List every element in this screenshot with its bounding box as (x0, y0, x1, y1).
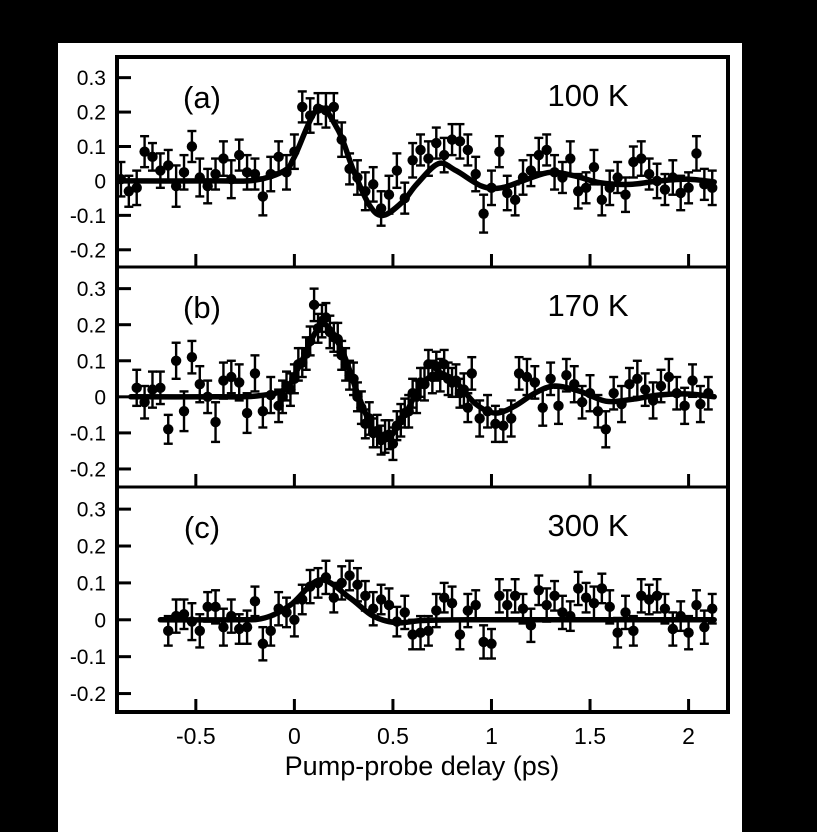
data-point (589, 162, 599, 172)
panel-label: (c) (183, 510, 221, 546)
data-point (668, 172, 678, 182)
data-point (329, 592, 339, 602)
data-point (695, 399, 705, 409)
data-point (652, 176, 662, 186)
data-point (132, 183, 142, 193)
data-point (463, 402, 473, 412)
data-point (376, 203, 386, 213)
data-point (266, 390, 276, 400)
data-point (648, 395, 658, 405)
data-point (597, 195, 607, 205)
data-point (242, 408, 252, 418)
data-point (407, 155, 417, 165)
data-point (478, 208, 488, 218)
data-point (486, 183, 496, 193)
data-point (163, 626, 173, 636)
data-point (526, 165, 536, 175)
data-point (210, 417, 220, 427)
data-point (344, 164, 354, 174)
data-point (218, 622, 228, 632)
data-point (530, 377, 540, 387)
y-tick-label: 0.2 (76, 535, 106, 559)
y-tick-label: -0.2 (69, 458, 106, 482)
data-point (250, 368, 260, 378)
data-point (565, 611, 575, 621)
data-point (683, 183, 693, 193)
data-point (266, 169, 276, 179)
y-tick-label: 0.2 (76, 314, 106, 338)
y-tick-label: -0.2 (69, 239, 106, 263)
data-point (597, 583, 607, 593)
data-point (541, 145, 551, 155)
data-point (474, 413, 484, 423)
data-point (545, 374, 555, 384)
y-tick-label: 0.3 (76, 278, 106, 302)
data-point (179, 609, 189, 619)
y-tick-label: 0.1 (76, 136, 106, 160)
data-point (534, 585, 544, 595)
data-point (510, 195, 520, 205)
data-point (608, 388, 618, 398)
data-point (605, 602, 615, 612)
data-point (400, 607, 410, 617)
data-point (502, 188, 512, 198)
data-point (250, 596, 260, 606)
data-point (707, 183, 717, 193)
y-tick-label: 0.1 (76, 350, 106, 374)
data-point (321, 572, 331, 582)
y-tick-label: -0.2 (69, 683, 106, 707)
data-point (305, 110, 315, 120)
y-tick-label: 0.1 (76, 572, 106, 596)
data-point (336, 578, 346, 588)
data-point (668, 624, 678, 634)
panel-label: (a) (183, 80, 221, 116)
x-tick-label: 2 (682, 723, 695, 749)
x-tick-label: 1 (485, 723, 498, 749)
data-point (506, 413, 516, 423)
x-tick-label: 0.5 (376, 723, 409, 749)
data-point (187, 352, 197, 362)
data-point (628, 626, 638, 636)
data-point (368, 604, 378, 614)
data-point (687, 375, 697, 385)
data-point (553, 401, 563, 411)
data-point (431, 605, 441, 615)
panel-label: (b) (183, 290, 221, 326)
data-point (289, 146, 299, 156)
data-point (455, 136, 465, 146)
y-tick-label: 0 (94, 609, 106, 633)
data-point (360, 186, 370, 196)
data-point (569, 379, 579, 389)
data-point (691, 148, 701, 158)
data-point (392, 165, 402, 175)
data-point (494, 591, 504, 601)
data-point (281, 607, 291, 617)
y-tick-label: -0.1 (69, 422, 106, 446)
data-point (431, 138, 441, 148)
data-point (210, 169, 220, 179)
y-tick-label: 0 (94, 386, 106, 410)
data-point (518, 172, 528, 182)
data-point (620, 190, 630, 200)
data-point (656, 381, 666, 391)
temperature-label: 300 K (547, 508, 629, 544)
data-point (132, 383, 142, 393)
data-point (171, 356, 181, 366)
data-point (289, 615, 299, 625)
data-point (494, 146, 504, 156)
data-point (400, 193, 410, 203)
data-point (344, 570, 354, 580)
data-point (195, 626, 205, 636)
data-point (155, 383, 165, 393)
data-point (242, 622, 252, 632)
data-point (415, 145, 425, 155)
data-point (471, 169, 481, 179)
data-point (210, 602, 220, 612)
data-point (486, 639, 496, 649)
data-point (297, 102, 307, 112)
data-point (707, 604, 717, 614)
data-point (258, 639, 268, 649)
data-point (577, 397, 587, 407)
data-point (679, 401, 689, 411)
y-tick-label: -0.1 (69, 646, 106, 670)
data-point (683, 627, 693, 637)
data-point (139, 397, 149, 407)
data-point (652, 591, 662, 601)
data-point (187, 616, 197, 626)
data-point (601, 424, 611, 434)
data-point (392, 616, 402, 626)
data-point (703, 388, 713, 398)
data-point (482, 406, 492, 416)
data-point (258, 191, 268, 201)
data-point (557, 172, 567, 182)
y-tick-label: 0.2 (76, 101, 106, 125)
data-point (187, 141, 197, 151)
data-point (384, 600, 394, 610)
data-point (384, 190, 394, 200)
data-point (640, 384, 650, 394)
data-point (455, 629, 465, 639)
data-point (336, 134, 346, 144)
data-point (463, 145, 473, 155)
data-point (471, 600, 481, 610)
data-point (660, 184, 670, 194)
data-point (226, 611, 236, 621)
data-point (672, 388, 682, 398)
data-point (179, 406, 189, 416)
data-point (541, 600, 551, 610)
data-point (510, 591, 520, 601)
data-point (329, 102, 339, 112)
y-tick-label: 0.3 (76, 67, 106, 91)
temperature-label: 100 K (547, 78, 629, 114)
data-point (179, 167, 189, 177)
data-point (163, 424, 173, 434)
temperature-label: 170 K (547, 288, 629, 324)
data-point (234, 377, 244, 387)
data-point (585, 388, 595, 398)
y-tick-label: 0 (94, 170, 106, 194)
data-point (218, 153, 228, 163)
data-point (447, 598, 457, 608)
y-tick-label: 0.3 (76, 498, 106, 522)
data-point (273, 152, 283, 162)
data-point (467, 368, 477, 378)
data-point (502, 600, 512, 610)
data-point (266, 626, 276, 636)
data-point (498, 420, 508, 430)
data-point (605, 183, 615, 193)
data-point (195, 172, 205, 182)
data-point (352, 172, 362, 182)
x-tick-label: 0 (287, 723, 301, 749)
data-point (538, 402, 548, 412)
data-point (305, 336, 315, 346)
x-tick-label: 1.5 (574, 723, 607, 749)
data-point (368, 179, 378, 189)
data-point (419, 379, 429, 389)
data-point (565, 153, 575, 163)
y-tick-label: -0.1 (69, 204, 106, 228)
data-point (526, 620, 536, 630)
data-point (258, 406, 268, 416)
data-point (691, 600, 701, 610)
data-point (202, 392, 212, 402)
data-point (573, 583, 583, 593)
x-axis-title: Pump-probe delay (ps) (284, 751, 560, 781)
data-point (632, 374, 642, 384)
data-point (644, 169, 654, 179)
data-point (226, 174, 236, 184)
data-point (561, 370, 571, 380)
x-tick-label: -0.5 (176, 723, 216, 749)
